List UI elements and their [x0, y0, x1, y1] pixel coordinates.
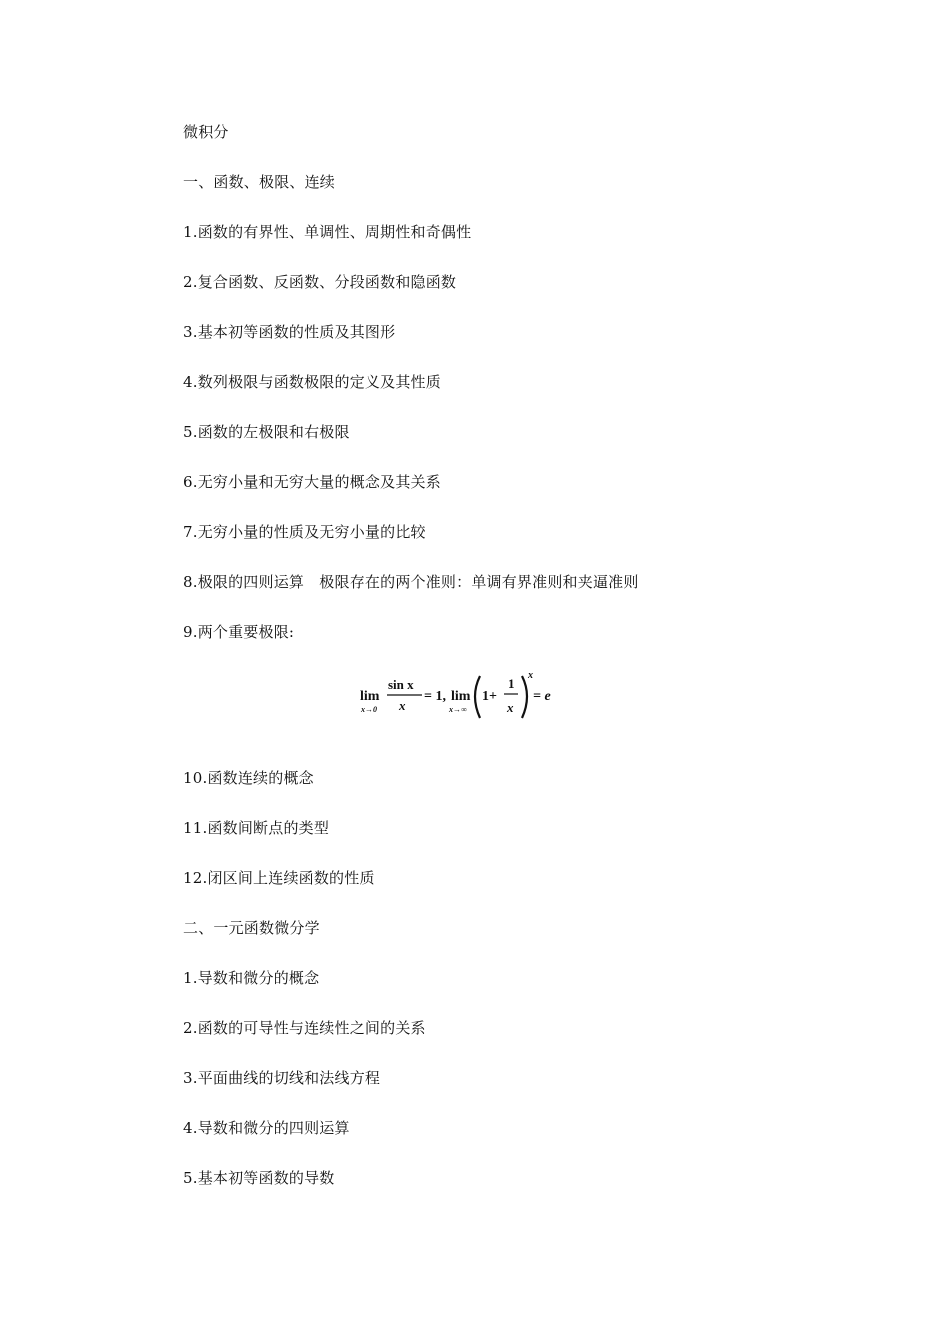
left-paren: [475, 676, 480, 718]
list-item: 9.两个重要极限:: [183, 623, 295, 641]
formula-fraction-den: x: [507, 700, 514, 715]
formula-fraction-num: 1: [508, 676, 515, 691]
document-title: 微积分: [183, 123, 229, 141]
list-item: 1.导数和微分的概念: [183, 969, 320, 987]
right-paren: [522, 676, 527, 718]
list-item: 11.函数间断点的类型: [183, 819, 330, 837]
formula-denominator: x: [399, 698, 406, 713]
list-item: 3.基本初等函数的性质及其图形: [183, 323, 396, 341]
list-item: 7.无穷小量的性质及无穷小量的比较: [183, 523, 426, 541]
list-item: 4.导数和微分的四则运算: [183, 1119, 350, 1137]
list-item: 4.数列极限与函数极限的定义及其性质: [183, 373, 441, 391]
section-heading-2: 二、一元函数微分学: [183, 919, 320, 937]
formula-limit-var-1: x→0: [361, 705, 377, 714]
formula-one-plus: 1+: [482, 689, 497, 704]
list-item: 8.极限的四则运算 极限存在的两个准则：单调有界准则和夹逼准则: [183, 573, 639, 591]
list-item: 10.函数连续的概念: [183, 769, 314, 787]
formula-lim-2: lim: [451, 689, 471, 704]
list-item: 6.无穷小量和无穷大量的概念及其关系: [183, 473, 441, 491]
list-item: 3.平面曲线的切线和法线方程: [183, 1069, 381, 1087]
formula-exponent: x: [528, 670, 533, 681]
important-limits-formula: [356, 668, 566, 726]
list-item: 2.函数的可导性与连续性之间的关系: [183, 1019, 426, 1037]
list-item: 5.基本初等函数的导数: [183, 1169, 335, 1187]
list-item: 12.闭区间上连续函数的性质: [183, 869, 375, 887]
list-item: 5.函数的左极限和右极限: [183, 423, 350, 441]
formula-limit-var-2: x→∞: [449, 705, 467, 714]
section-heading-1: 一、函数、极限、连续: [183, 173, 336, 191]
formula-numerator: sin x: [388, 677, 414, 692]
list-item: 1.函数的有界性、单调性、周期性和奇偶性: [183, 223, 472, 241]
list-item: 2.复合函数、反函数、分段函数和隐函数: [183, 273, 457, 291]
formula-lim-1: lim: [360, 689, 380, 704]
formula-equals-one: = 1,: [424, 689, 446, 704]
formula-equals-e: = e: [533, 689, 551, 704]
